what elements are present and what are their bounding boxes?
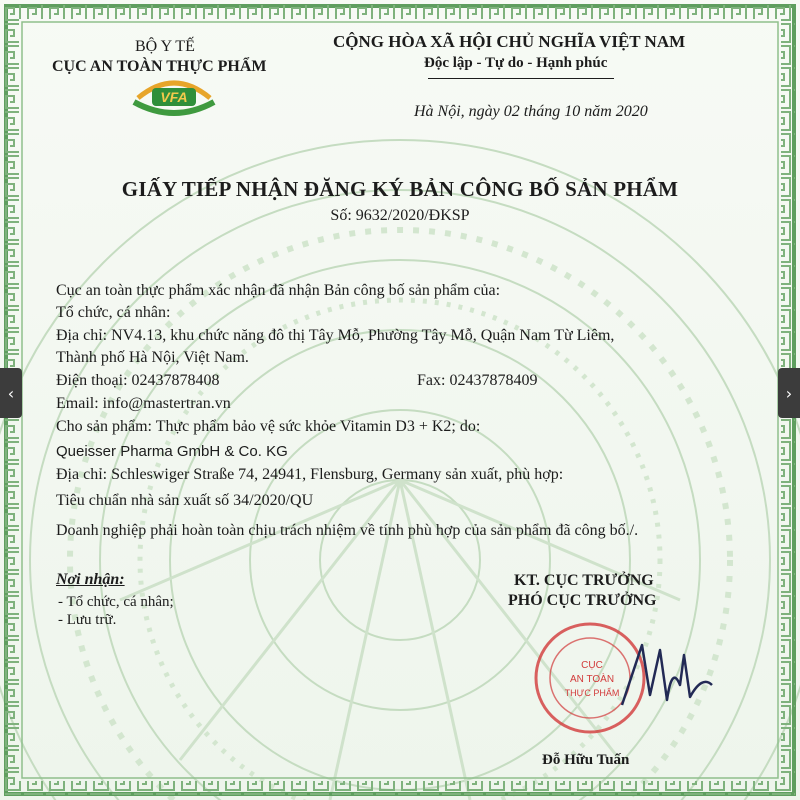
recipient-item: - Lưu trữ.	[58, 612, 117, 628]
handwritten-signature	[612, 625, 722, 720]
agency-name: CỤC AN TOÀN THỰC PHẨM	[52, 58, 267, 75]
signature-title-1: KT. CỤC TRƯỞNG	[514, 572, 654, 589]
signature-title-2: PHÓ CỤC TRƯỞNG	[508, 592, 657, 609]
product-text: Cho sản phẩm: Thực phẩm bảo vệ sức khỏe Vitamin D3 + K2; do:	[56, 418, 481, 435]
vfa-logo	[128, 68, 220, 120]
organization-label: Tổ chức, cá nhân:	[56, 304, 171, 321]
stamp-text: CỤC	[581, 660, 603, 671]
national-motto: Độc lập - Tự do - Hạnh phúc	[424, 55, 608, 71]
country-name: CỘNG HÒA XÃ HỘI CHỦ NGHĨA VIỆT NAM	[333, 32, 686, 51]
address-line-1: Địa chỉ: NV4.13, khu chức năng đô thị Tây Mỗ, Phường Tây Mỗ, Quận Nam Từ Liêm,	[56, 327, 615, 344]
phone-text: Điện thoại: 02437878408	[56, 372, 220, 389]
email-text: Email: info@mastertran.vn	[56, 395, 231, 412]
motto-underline	[428, 78, 614, 79]
previous-page-button[interactable]	[0, 368, 22, 418]
stamp-text: THỰC PHẨM	[564, 688, 620, 698]
document-number: Số: 9632/2020/ĐKSP	[330, 207, 470, 224]
responsibility-text: Doanh nghiệp phải hoàn toàn chịu trách nhiệm về tính phù hợp của sản phẩm đã công bố./.	[56, 522, 639, 539]
address-line-2: Thành phố Hà Nội, Việt Nam.	[56, 349, 249, 366]
signer-name: Đỗ Hữu Tuấn	[542, 752, 630, 768]
intro-text: Cục an toàn thực phẩm xác nhận đã nhận Bản công bố sản phẩm của:	[56, 282, 501, 299]
recipients-heading: Nơi nhận:	[56, 571, 125, 588]
chevron-left-icon: ‹	[7, 383, 15, 403]
recipient-item: - Tổ chức, cá nhân;	[58, 594, 174, 610]
vfa-logo-icon	[128, 68, 220, 120]
manufacturer-address: Địa chỉ: Schleswiger Straße 74, 24941, Flensburg, Germany sản xuất, phù hợp:	[56, 466, 564, 483]
stamp-text: AN TOÀN	[569, 674, 615, 685]
ministry-name: BỘ Y TẾ	[135, 38, 195, 55]
document-title: GIẤY TIẾP NHẬN ĐĂNG KÝ BẢN CÔNG BỐ SẢN PHẨM	[121, 177, 679, 201]
manufacturer-name: Queisser Pharma GmbH & Co. KG	[56, 443, 288, 460]
fax-text: Fax: 02437878409	[417, 372, 538, 389]
standard-text: Tiêu chuẩn nhà sản xuất số 34/2020/QU	[56, 492, 314, 509]
next-page-button[interactable]	[778, 368, 800, 418]
chevron-right-icon: ›	[785, 383, 793, 403]
logo-text: VFA	[160, 89, 188, 105]
issue-date: Hà Nội, ngày 02 tháng 10 năm 2020	[414, 103, 648, 120]
